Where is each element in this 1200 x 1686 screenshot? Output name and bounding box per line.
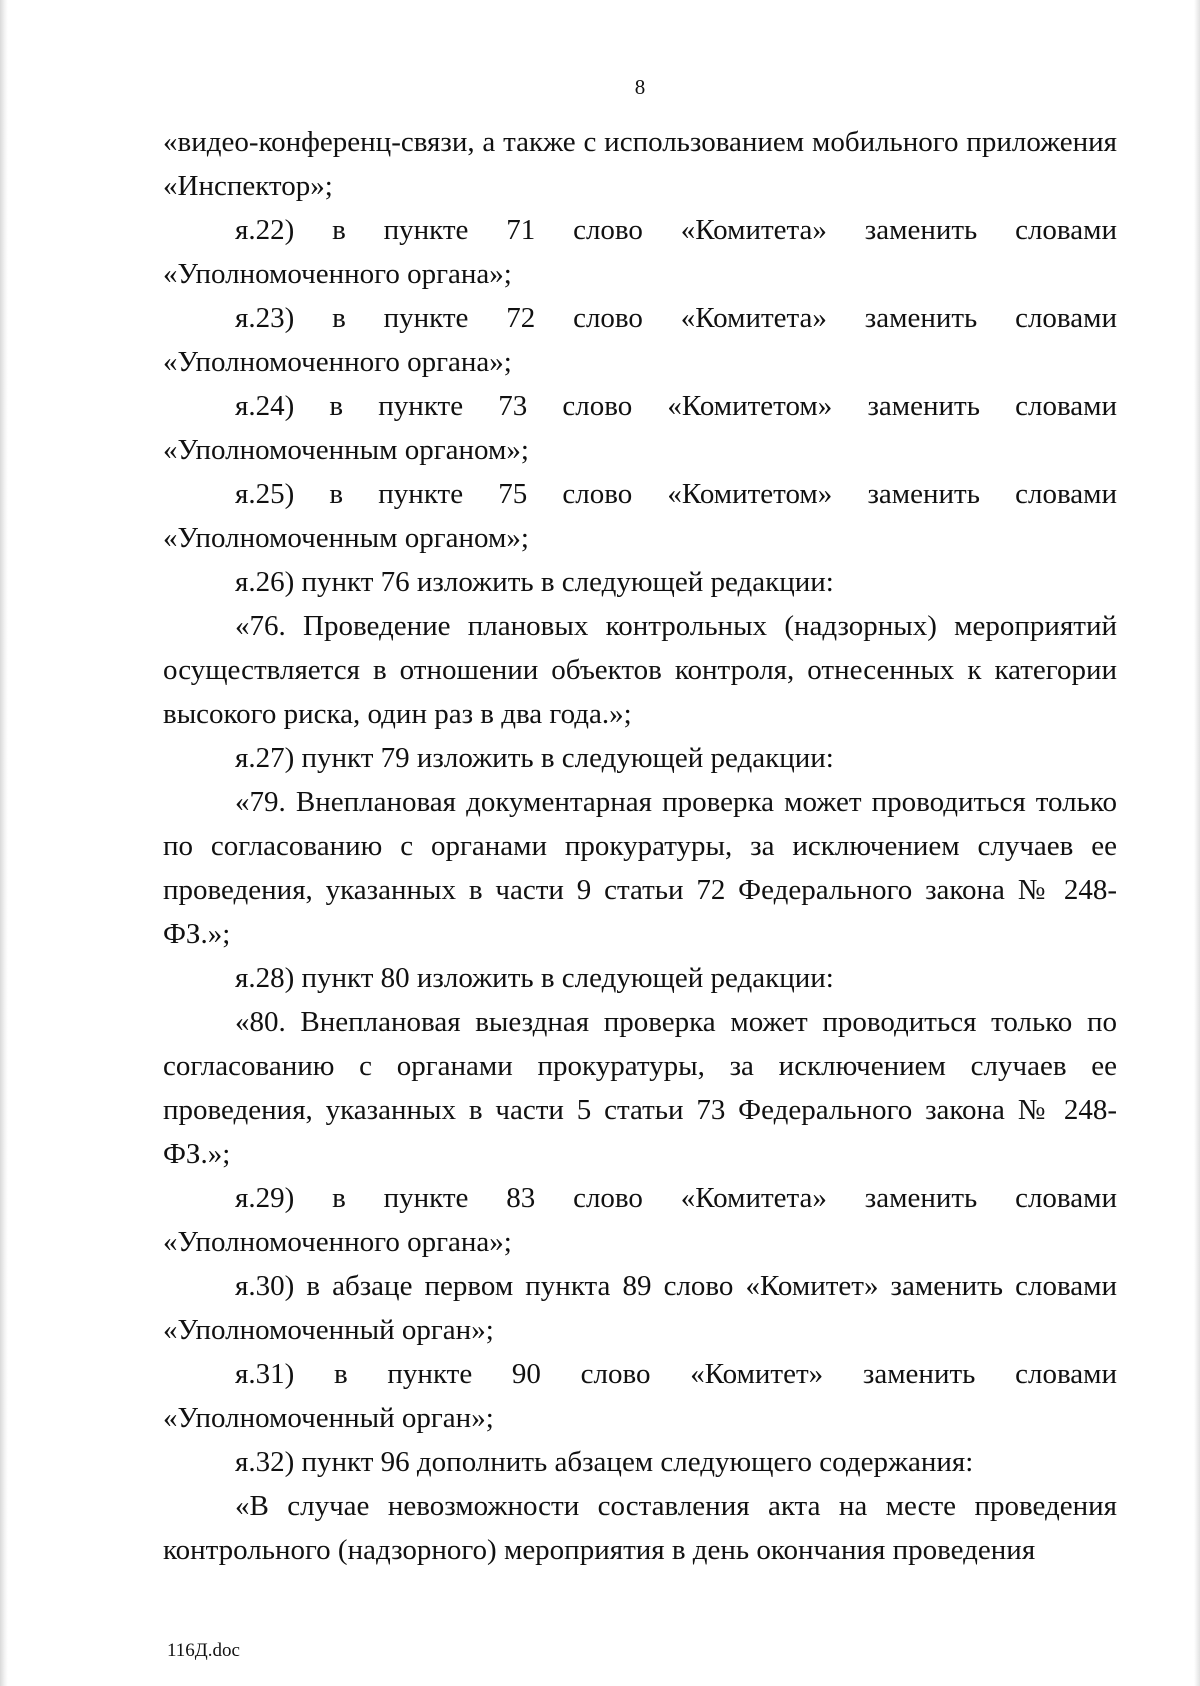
paragraph: я.25) в пункте 75 слово «Комитетом» заменить словами «Уполномоченным органом»; bbox=[163, 478, 1117, 554]
paragraph: «79. Внеплановая документарная проверка может проводиться только по согласованию с органами прокуратуры, за исключением случаев ее проведения, указанных в части 9 статьи 72 Федерального закона № 248-ФЗ.»; bbox=[163, 786, 1117, 950]
page-number: 8 bbox=[634, 75, 646, 99]
document-body bbox=[163, 120, 1117, 1572]
scan-edge-right bbox=[1194, 0, 1200, 1686]
paragraph: я.30) в абзаце первом пункта 89 слово «Комитет» заменить словами «Уполномоченный орган»; bbox=[163, 1270, 1117, 1346]
paragraph: я.22) в пункте 71 слово «Комитета» заменить словами «Уполномоченного органа»; bbox=[163, 214, 1117, 290]
paragraph: я.29) в пункте 83 слово «Комитета» заменить словами «Уполномоченного органа»; bbox=[163, 1182, 1117, 1258]
paragraph: я.23) в пункте 72 слово «Комитета» заменить словами «Уполномоченного органа»; bbox=[163, 302, 1117, 378]
paragraph: я.32) пункт 96 дополнить абзацем следующего содержания: bbox=[235, 1446, 974, 1478]
scan-edge-left bbox=[0, 0, 8, 1686]
paragraph: «В случае невозможности составления акта на месте проведения контрольного (надзорного) мероприятия в день окончания проведения bbox=[163, 1490, 1117, 1566]
footer-filename: 116Д.doc bbox=[167, 1640, 240, 1661]
paragraph: я.26) пункт 76 изложить в следующей редакции: bbox=[235, 566, 834, 598]
paragraph: я.31) в пункте 90 слово «Комитет» заменить словами «Уполномоченный орган»; bbox=[163, 1358, 1117, 1434]
paragraph: я.24) в пункте 73 слово «Комитетом» заменить словами «Уполномоченным органом»; bbox=[163, 390, 1117, 466]
paragraph: «76. Проведение плановых контрольных (надзорных) мероприятий осуществляется в отношении объектов контроля, отнесенных к категории высокого риска, один раз в два года.»; bbox=[163, 610, 1117, 730]
paragraph: «видео-конференц-связи, а также с использованием мобильного приложения «Инспектор»; bbox=[163, 126, 1117, 202]
paragraph: я.28) пункт 80 изложить в следующей редакции: bbox=[235, 962, 834, 994]
paragraph: я.27) пункт 79 изложить в следующей редакции: bbox=[235, 742, 834, 774]
paragraph: «80. Внеплановая выездная проверка может проводиться только по согласованию с органами прокуратуры, за исключением случаев ее проведения, указанных в части 5 статьи 73 Федерального закона № 248-ФЗ.»; bbox=[163, 1006, 1117, 1170]
